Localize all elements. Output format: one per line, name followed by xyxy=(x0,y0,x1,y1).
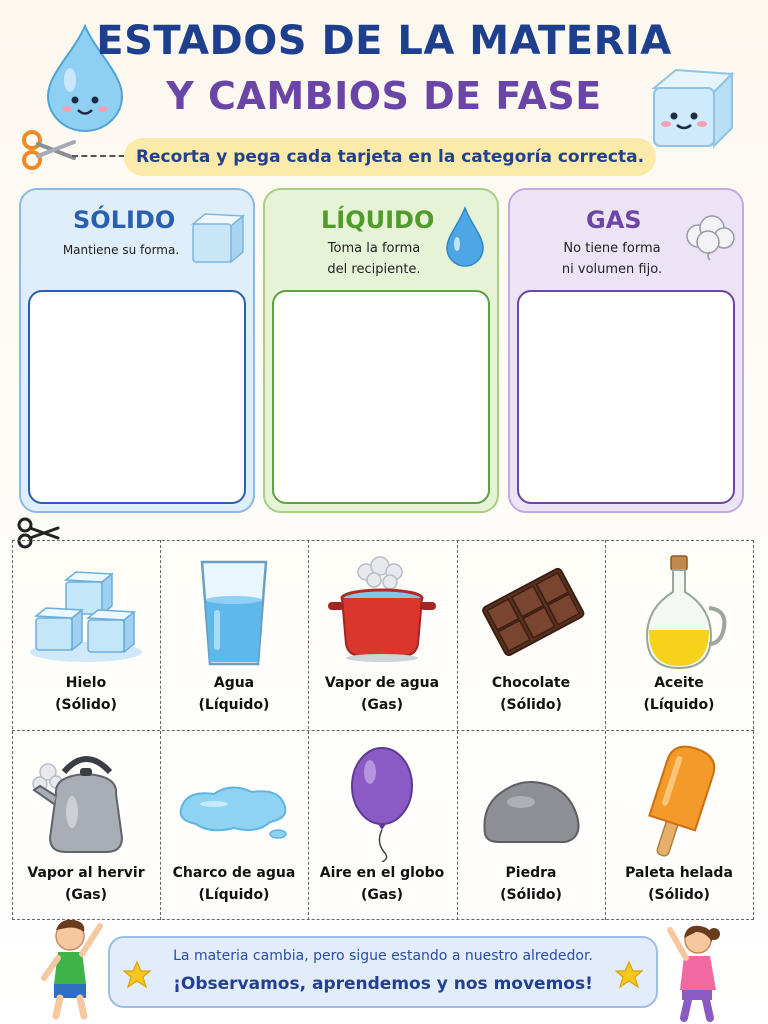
water-drop-icon xyxy=(445,206,485,268)
popsicle-icon xyxy=(619,742,739,862)
card-hielo[interactable] xyxy=(12,540,160,730)
footer-text-line2: ¡Observamos, aprendemos y nos movemos! xyxy=(173,974,593,994)
category-name: SÓLIDO xyxy=(73,206,176,234)
puddle-icon xyxy=(174,742,294,862)
boy-stretching-icon xyxy=(36,914,112,1022)
footer-banner xyxy=(108,936,658,1008)
card-label: Hielo (Sólido) xyxy=(55,675,117,713)
liquid-drop-zone[interactable] xyxy=(272,290,490,504)
cloud-icon xyxy=(680,212,738,262)
chocolate-bar-icon xyxy=(471,552,591,672)
page-title: ESTADOS DE LA MATERIA xyxy=(96,18,672,64)
ice-cubes-icon xyxy=(26,552,146,672)
rock-icon xyxy=(471,742,591,862)
card-paleta-helada[interactable] xyxy=(605,730,753,920)
card-label: Chocolate (Sólido) xyxy=(491,675,571,713)
instruction-banner: Recorta y pega cada tarjeta en la categoría correcta. xyxy=(124,138,656,176)
card-piedra[interactable] xyxy=(457,730,605,920)
card-label: Agua (Líquido) xyxy=(198,675,270,713)
category-description: Toma la forma del recipiente. xyxy=(327,241,421,277)
footer-text-line1: La materia cambia, pero sigue estando a nuestro alrededor. xyxy=(173,948,593,964)
category-name: LÍQUIDO xyxy=(321,206,435,234)
page-subtitle: Y CAMBIOS DE FASE xyxy=(166,74,602,118)
gas-drop-zone[interactable] xyxy=(517,290,735,504)
category-name: GAS xyxy=(586,206,642,234)
star-icon xyxy=(614,960,644,990)
card-vapor-de-agua[interactable] xyxy=(308,540,456,730)
solid-drop-zone[interactable] xyxy=(28,290,246,504)
balloon-icon xyxy=(322,742,442,862)
category-gas-panel xyxy=(508,188,744,513)
card-charco-de-agua[interactable] xyxy=(160,730,308,920)
steaming-pot-icon xyxy=(322,552,442,672)
card-label: Charco de agua (Líquido) xyxy=(172,865,296,903)
card-aceite[interactable] xyxy=(605,540,753,730)
category-solid-panel xyxy=(19,188,255,513)
girl-stretching-icon xyxy=(660,920,732,1022)
card-label: Paleta helada (Sólido) xyxy=(625,865,733,903)
glass-of-water-icon xyxy=(174,552,294,672)
card-label: Vapor de agua (Gas) xyxy=(324,675,440,713)
ice-cube-icon xyxy=(189,210,247,266)
category-description: Mantiene su forma. xyxy=(62,243,180,257)
card-aire-en-el-globo[interactable] xyxy=(308,730,456,920)
card-agua[interactable] xyxy=(160,540,308,730)
category-liquid-panel xyxy=(263,188,499,513)
oil-bottle-icon xyxy=(619,552,739,672)
scissors-icon xyxy=(20,128,76,172)
card-label: Aceite (Líquido) xyxy=(643,675,715,713)
card-label: Piedra (Sólido) xyxy=(500,865,562,903)
card-chocolate[interactable] xyxy=(457,540,605,730)
category-description: No tiene forma ni volumen fijo. xyxy=(561,241,663,277)
boiling-kettle-icon xyxy=(26,742,146,862)
card-label: Aire en el globo (Gas) xyxy=(319,865,445,903)
card-vapor-al-hervir[interactable] xyxy=(12,730,160,920)
card-label: Vapor al hervir (Gas) xyxy=(27,865,145,903)
